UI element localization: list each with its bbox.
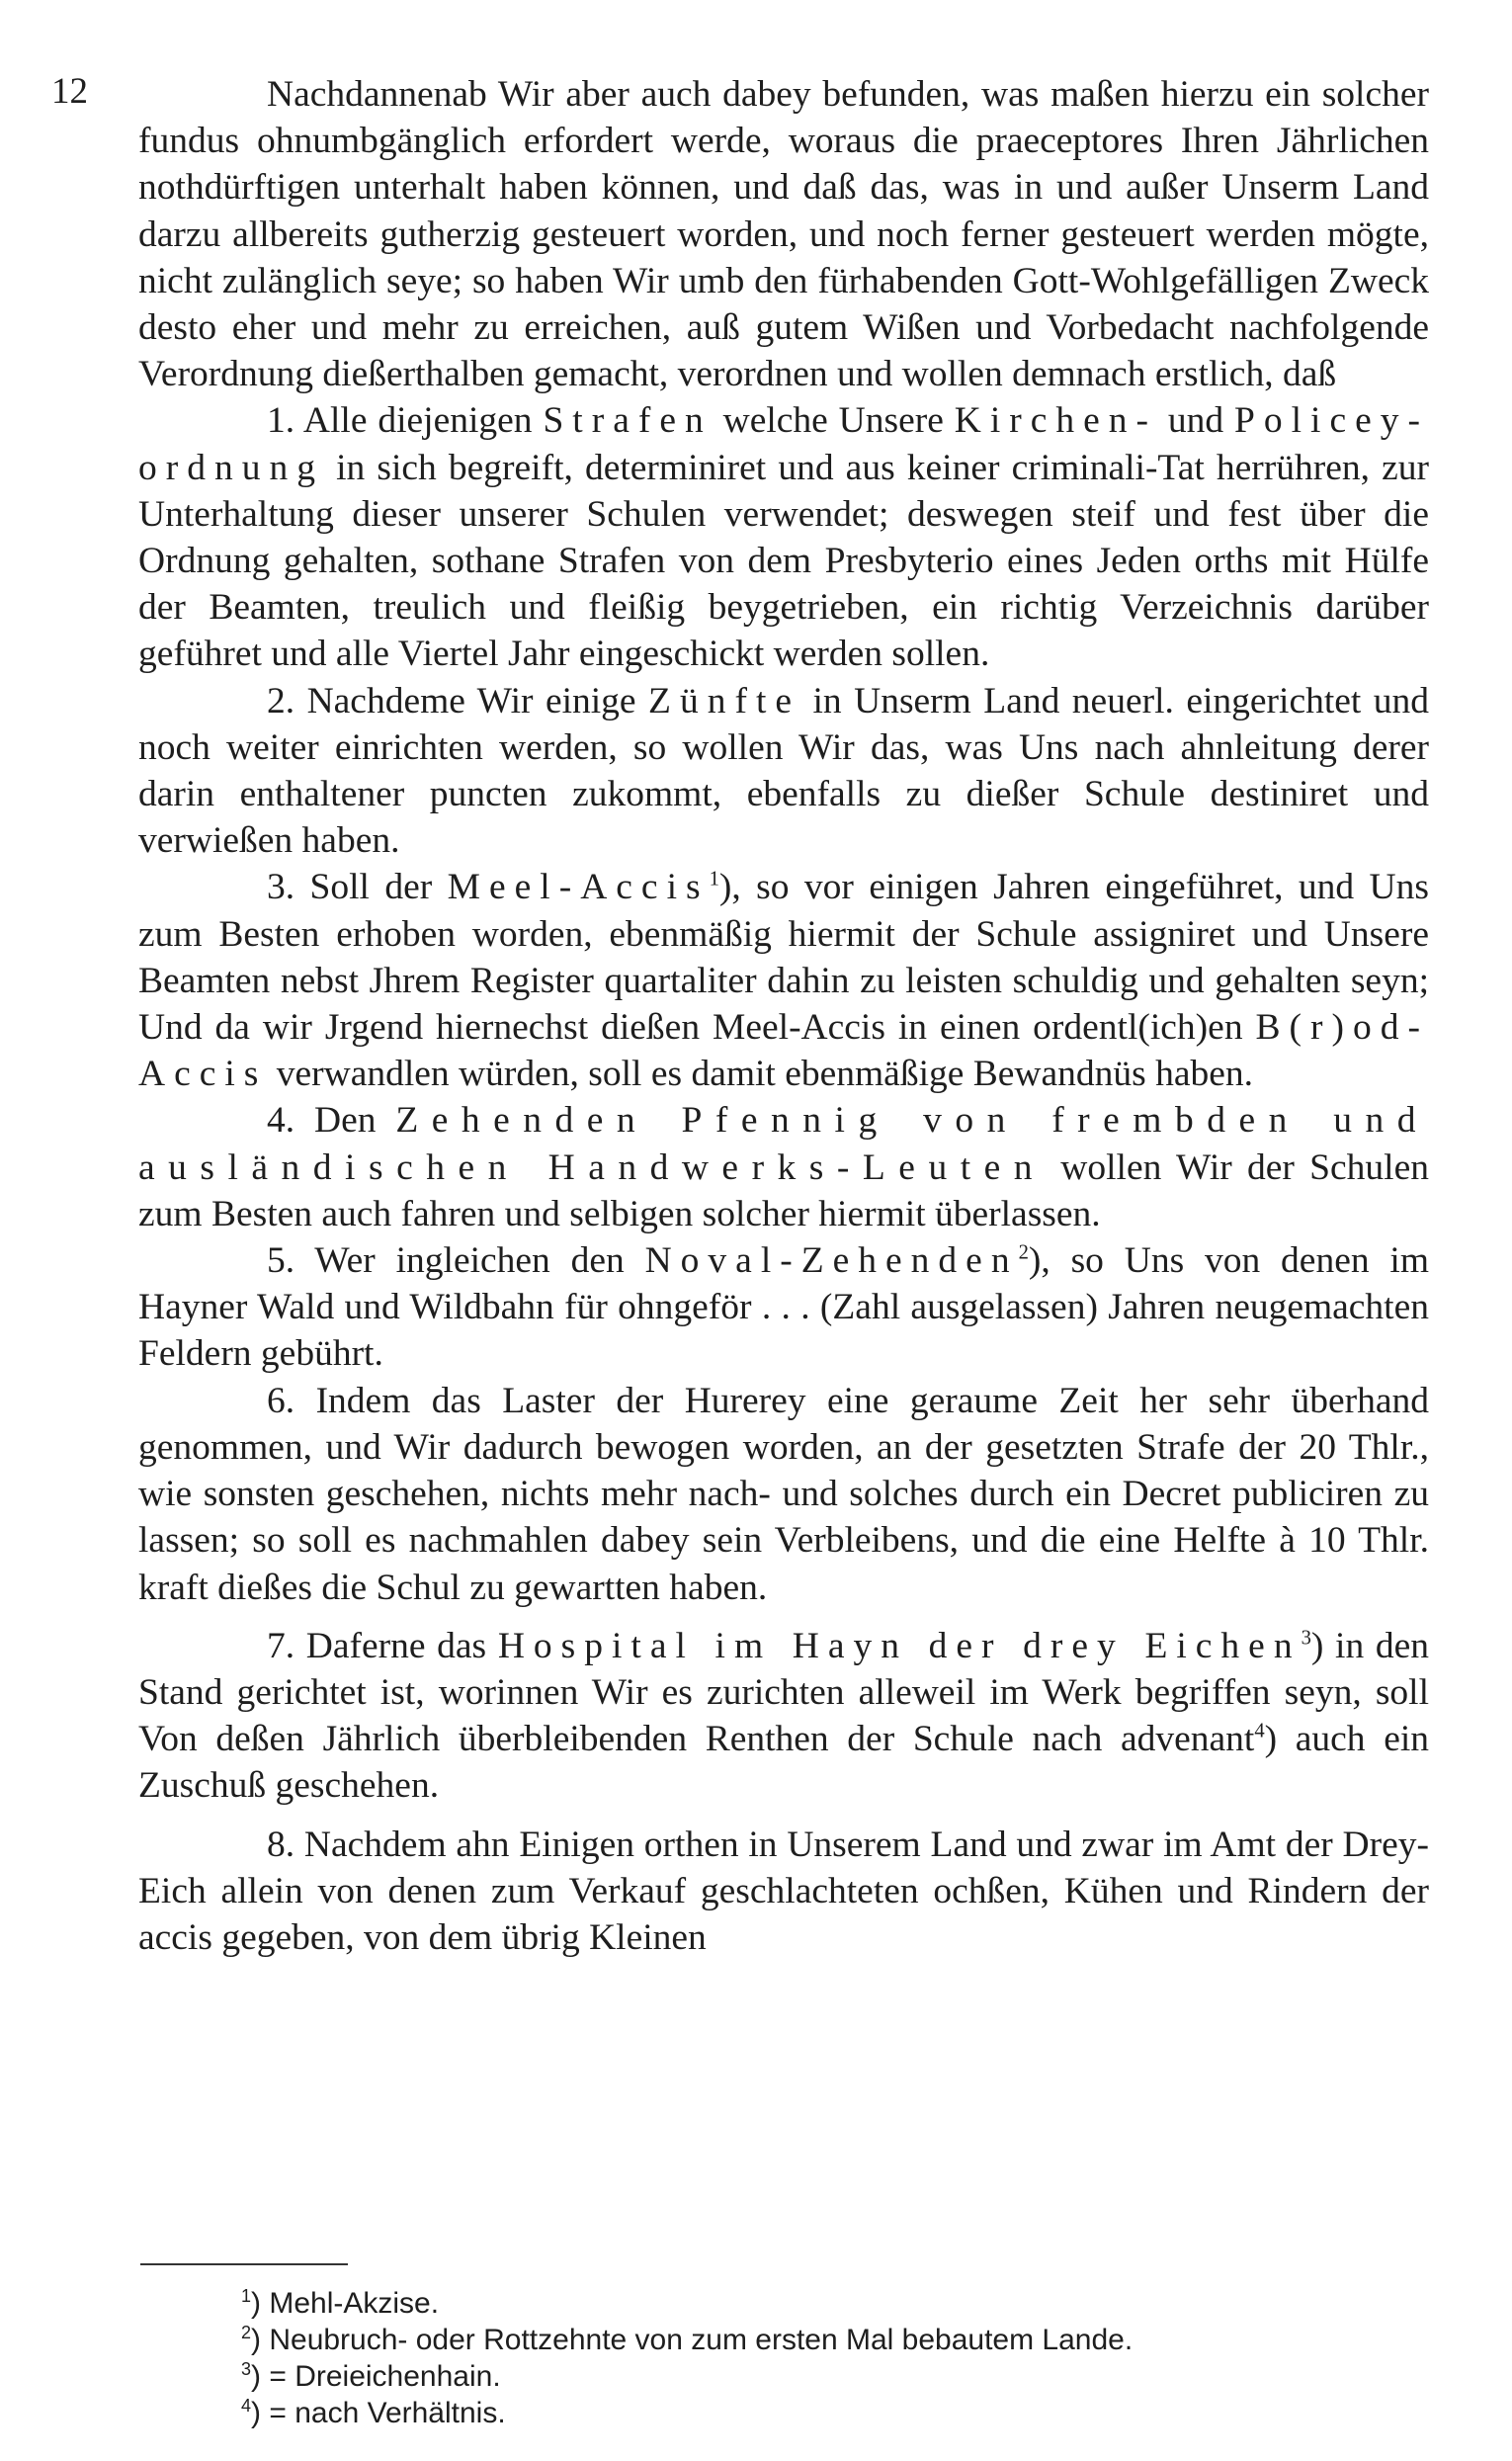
footnote-ref: 4	[1254, 1720, 1265, 1742]
item-4: 4. Den Zehenden Pfennig von frembden und ausländischen Handwerks-Leuten wollen Wir der Schulen zum Besten auch fahren und selbigen solcher hiermit überlassen.	[138, 1100, 1429, 1234]
item-6: 6. Indem das Laster der Hurerey eine geraume Zeit her sehr überhand genommen, und Wir dadurch bewogen worden, an der gesetzten Strafe der 20 Thlr., wie sonsten geschehen, nichts mehr nach- und solches durch ein Decret publiciren zu lassen; so soll es nachmahlen dabey sein Verbleibens, und die eine Helfte à 10 Thlr. kraft dießes die Schul zu gewartten haben.	[138, 1380, 1429, 1608]
item-3: 3. Soll der Meel-Accis$^1$), so vor einigen Jahren eingeführet, und Uns zum Besten erhoben worden, ebenmäßig hiermit der Schule assigniret und Unsere Beamten nebst Jhrem Register quartaliter dahin zu leisten schuldig und gehalten seyn; Und da wir Jrgend hiernechst dießen Meel-Accis in einen ordentl(ich)en B(r)od-Accis verwandlen würden, soll es damit ebenmäßige Bewandnüs haben.	[138, 867, 1429, 1095]
footnote: $^4$) = nach Verhältnis.	[241, 2396, 506, 2429]
spaced-term: Zünfte	[648, 680, 801, 721]
item-5: 5. Wer ingleichen den Noval-Zehenden$^2$), so Uns von denen im Hayner Wald und Wildbahn für ohngeför . . . (Zahl ausgelassen) Jahren neugemachten Feldern gebührt.	[138, 1240, 1429, 1375]
body-text	[138, 71, 1429, 1961]
item-2: 2. Nachdeme Wir einige Zünfte in Unserm Land neuerl. eingerichtet und noch weiter einrichten werden, so wollen Wir das, was Uns nach ahnleitung derer darin enthaltener puncten zukommt, ebenfalls zu dießer Schule destiniret und verwießen haben.	[138, 680, 1430, 862]
footnote-divider	[140, 2263, 348, 2265]
intro-paragraph: Nachdannenab Wir aber auch dabey befunden, was maßen hierzu ein solcher fundus ohnumbgänglich erfordert werde, woraus die praeceptores Ihren Jährlichen nothdürftigen unterhalt haben können, und daß das, was in und außer Unserm Land darzu allbereits gutherzig gesteuert worden, und noch ferner gesteuert werden mögte, nicht zulänglich seye; so haben Wir umb den fürhabenden Gott-Wohlgefälligen Zweck desto eher und mehr zu erreichen, auß gutem Wißen und Vorbedacht nachfolgende Verordnung dießerthalben gemacht, verordnen und wollen demnach erstlich, daß	[138, 74, 1429, 395]
footnote: $^2$) Neubruch- oder Rottzehnte von zum ersten Mal bebautem Lande.	[241, 2323, 1134, 2356]
footnote-ref: 3	[1301, 1627, 1311, 1650]
spaced-term: Strafen	[543, 400, 713, 442]
spaced-term: Meel-Accis	[447, 867, 710, 908]
spaced-term: Kirchen-	[954, 400, 1158, 442]
spaced-term: Policey-ordnung	[138, 400, 1429, 488]
spaced-term: Noval-Zehenden	[644, 1240, 1019, 1282]
item-1: 1. Alle diejenigen Strafen welche Unsere Kirchen- und Policey-ordnung in sich begreift, determiniret und aus keiner criminali-Tat herrühren, zur Unterhaltung dieser unserer Schulen verwendet; deswegen steif und fest über die Ordnung gehalten, sothane Strafen von dem Presbyterio eines Jeden orths mit Hülfe der Beamten, treulich und fleißig beygetrieben, ein richtig Verzeichnis darüber geführet und alle Viertel Jahr eingeschickt werden sollen.	[138, 400, 1429, 675]
footnote: $^3$) = Dreieichenhain.	[241, 2359, 501, 2393]
footnote-ref: 2	[1018, 1241, 1029, 1264]
spaced-term: Zehenden Pfennig von frembden und ausländischen Handwerks-Leuten	[138, 1100, 1429, 1188]
spaced-term: B(r)od-Accis	[138, 1007, 1429, 1095]
footnote: $^1$) Mehl-Akzise.	[241, 2286, 440, 2320]
footnote-ref: 1	[709, 868, 719, 891]
spaced-term: Hospital im Hayn der drey Eichen	[497, 1625, 1302, 1666]
page-number: 12	[51, 71, 88, 112]
item-7: 7. Daferne das Hospital im Hayn der drey Eichen$^3$) in den Stand gerichtet ist, worinnen Wir es zurichten alleweil im Werk begriffen seyn, soll Von deßen Jährlich überbleibenden Renthen der Schule nach advenant$^4$) auch ein Zuschuß geschehen.	[138, 1625, 1430, 1807]
footnotes	[241, 2285, 1427, 2431]
item-8: 8. Nachdem ahn Einigen orthen in Unserem Land und zwar im Amt der Drey-Eich allein von denen zum Verkauf geschlachteten ochßen, Kühen und Rindern der accis gegeben, von dem übrig Kleinen	[138, 1824, 1429, 1958]
